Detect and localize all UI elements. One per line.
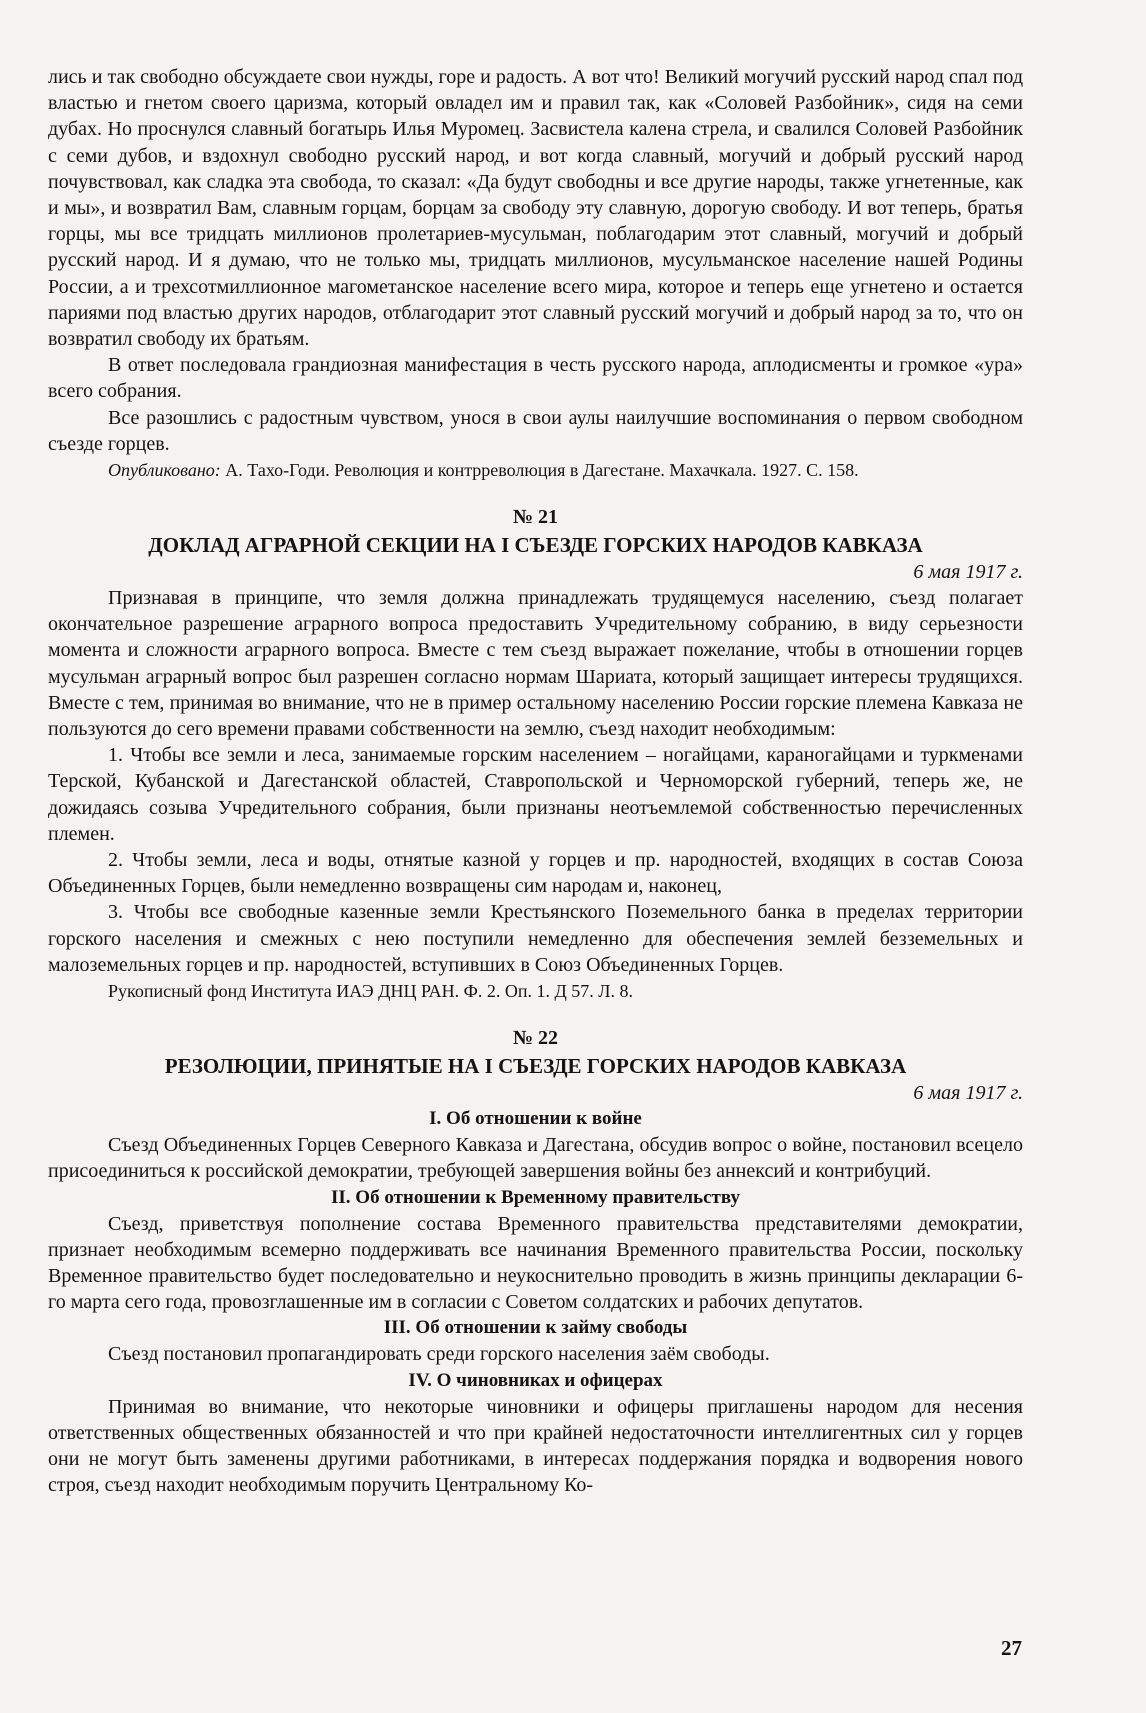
doc22-section-1-text: Съезд Объединенных Горцев Северного Кавказа и Дагестана, обсудив вопрос о войне, постановил всецело присоединиться к российской демократии, требующей завершения войны без аннексий и контрибуций. (48, 1134, 1023, 1183)
doc21-item-2: 2. Чтобы земли, леса и воды, отнятые казной у горцев и пр. народностей, входящих в состав Союза Объединенных Горцев, были немедленно возвращены сим народам и, наконец, (48, 849, 1023, 898)
doc22-section-3-text: Съезд постановил пропагандировать среди горского населения заём свободы. (108, 1343, 770, 1366)
intro-source-citation (48, 457, 1023, 483)
doc22-section-4-text: Принимая во внимание, что некоторые чиновники и офицеры приглашены народом для несения ответственных общественных обязанностей и что при крайней недостаточности интеллигентных сил у горцев они не могут быть заменены другими работниками, в интересах поддержания порядка и водворения нового строя, съезд находит необходимым поручить Центральному Ко- (48, 1395, 1023, 1497)
page-number: 27 (1001, 1636, 1022, 1660)
intro-paragraph-2: В ответ последовала грандиозная манифестация в честь русского народа, аплодисменты и громкое «ура» всего собрания. (48, 354, 1023, 403)
doc22-section-2-text: Съезд, приветствуя пополнение состава Временного правительства представителями демократии, признает необходимым всемерно поддерживать все начинания Временного правительства России, поскольку Временное правительство будет последовательно и неукоснительно проводить в жизнь принципы декларации 6-го марта сего года, провозглашенные им в согласии с Советом солдатских и рабочих депутатов. (48, 1212, 1023, 1314)
doc22-section-2-title: II. Об отношении к Временному правительству (331, 1186, 740, 1208)
doc22-number: № 22 (512, 1027, 559, 1050)
doc21-item-3: 3. Чтобы все свободные казенные земли Крестьянского Поземельного банка в пределах территории горского населения и смежных с нею поступили немедленно для обеспечения землей безземельных и малоземельных горцев и пр. народностей, вступивших в Союз Объединенных Горцев. (48, 901, 1023, 976)
doc22-section-3-title: III. Об отношении к займу свободы (383, 1317, 688, 1339)
doc22-date: 6 мая 1917 г. (913, 1082, 1023, 1105)
doc22-section-1-title: I. Об отношении к войне (429, 1108, 642, 1130)
doc21-paragraph-1: Признавая в принципе, что земля должна принадлежать трудящемуся населению, съезд полагает окончательное разрешение аграрного вопроса предоставить Учредительному собранию, в виду серьезности момента и сложности аграрного вопроса. Вместе с тем съезд выражает пожелание, чтобы в отношении горцев мусульман аграрный вопрос был разрешен согласно нормам Шариата, который защищает интересы трудящихся. Вместе с тем, принимая во внимание, что не в пример остальному населению России горские племена Кавказа не пользуются до сего времени правами собственности на землю, съезд находит необходимым: (48, 587, 1023, 741)
doc21-item-1: 1. Чтобы все земли и леса, занимаемые горским населением – ногайцами, караногайцами и туркменами Терской, Кубанской и Дагестанской областей, Ставропольской и Черноморской губерний, теперь же, не дожидаясь созыва Учредительного собрания, были признаны неотъемлемой собственностью перечисленных племен. (48, 744, 1023, 845)
doc21-date: 6 мая 1917 г. (913, 561, 1023, 584)
source-lead: Опубликовано: (108, 460, 221, 481)
doc22-section-4-title: IV. О чиновниках и офицерах (408, 1369, 663, 1391)
doc22-title: РЕЗОЛЮЦИИ, ПРИНЯТЫЕ НА I СЪЕЗДЕ ГОРСКИХ НАРОДОВ КАВКАЗА (164, 1054, 907, 1079)
doc21-title: ДОКЛАД АГРАРНОЙ СЕКЦИИ НА I СЪЕЗДЕ ГОРСКИХ НАРОДОВ КАВКАЗА (148, 533, 923, 558)
doc21-number: № 21 (512, 506, 559, 529)
source-text: А. Тахо-Годи. Революция и контрреволюция в Дагестане. Махачкала. 1927. С. 158. (220, 460, 859, 481)
doc21-source-citation: Рукописный фонд Института ИАЭ ДНЦ РАН. Ф. 2. Оп. 1. Д 57. Л. 8. (108, 981, 633, 1002)
document-page (48, 64, 1023, 1498)
intro-paragraph-1: лись и так свободно обсуждаете свои нужды, горе и радость. А вот что! Великий могучий русский народ спал под властью и гнетом своего царизма, который овладел им и правил так, как «Соловей Разбойник», сидя на семи дубах. Но проснулся славный богатырь Илья Муромец. Засвистела калена стрела, и свалился Соловей Разбойник с семи дубов, и вздохнул свободно русский народ, и вот когда славный, могучий и добрый русский народ почувствовал, как сладка эта свобода, то сказал: «Да будут свободны и все другие народы, также угнетенные, как и мы», и возвратил Вам, славным горцам, борцам за свободу эту славную, дорогую свободу. И вот теперь, братья горцы, мы все тридцать миллионов пролетариев-мусульман, поблагодарим этот славный, могучий и добрый русский народ. И я думаю, что не только мы, тридцать миллионов, мусульманское население нашей Родины России, а и трехсотмиллионное магометанское население всего мира, которое и теперь еще угнетено и остается париями под властью других народов, отблагодарит этот славный русский могучий и добрый народ за то, что он возвратил свободу их братьям. (48, 66, 1023, 351)
intro-paragraph-3: Все разошлись с радостным чувством, унося в свои аулы наилучшие воспоминания о первом свободном съезде горцев. (48, 406, 1023, 455)
